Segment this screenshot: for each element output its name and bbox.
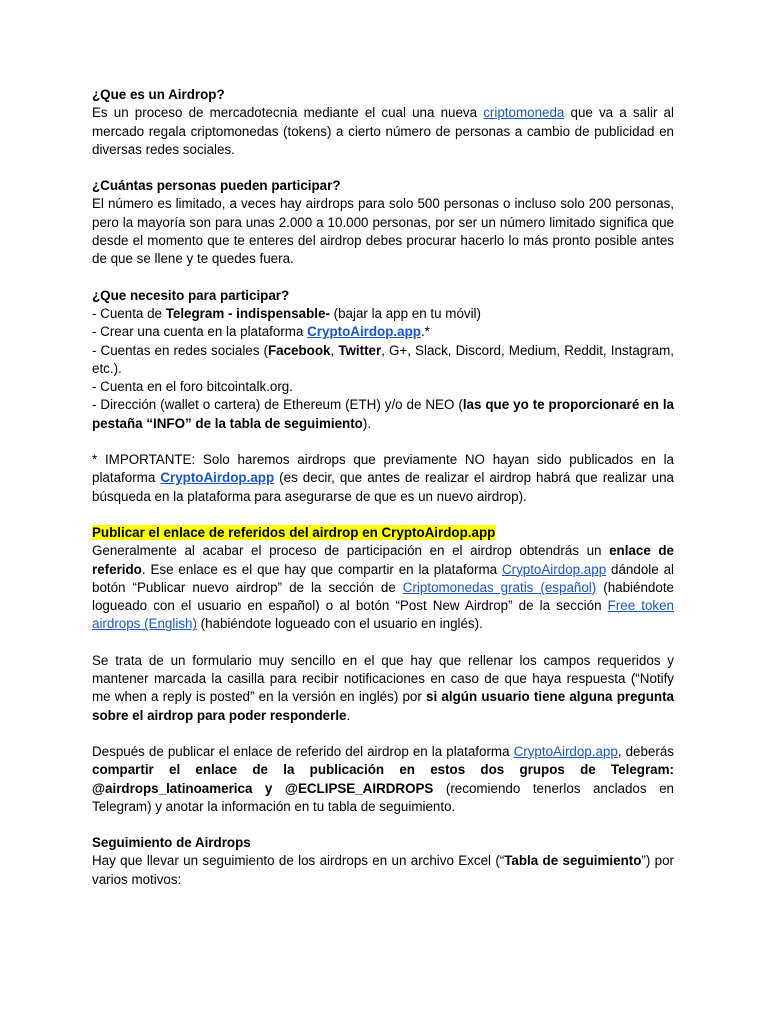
- bold-text: Tabla de seguimiento: [504, 853, 642, 869]
- paragraph-tracking: [92, 852, 674, 889]
- paragraph-publish-referral: [92, 542, 674, 633]
- text: ,: [330, 342, 339, 358]
- section-how-many: [92, 177, 674, 268]
- section-tracking: [92, 834, 674, 889]
- heading-publish-referral: [92, 524, 674, 542]
- link-free-token-airdrops[interactable]: Free token airdrops (English): [92, 598, 674, 632]
- text: (es decir, que antes de realizar el airdrop habrá que realizar una búsqueda en la plataforma para asegurarse de que es un nuevo airdrop).: [92, 470, 674, 504]
- text: , deberás: [617, 743, 674, 759]
- bold-text: compartir el enlace de la publicación en estos dos grupos de Telegram: @airdrops_latinoamerica y @ECLIPSE_AIRDROPS: [92, 762, 674, 796]
- text: - Dirección (wallet o cartera) de Ethereum (ETH) y/o de NEO (: [92, 397, 463, 413]
- text: * IMPORTANTE: Solo haremos airdrops que previamente NO hayan sido publicados en la plataforma: [92, 452, 674, 486]
- text: . Ese enlace es el que hay que compartir en la plataforma: [141, 561, 502, 577]
- heading-requirements: ¿Que necesito para participar?: [92, 287, 290, 303]
- paragraph-share-telegram: [92, 743, 674, 816]
- text: que va a salir al mercado regala criptomonedas (tokens) a cierto número de personas a cambio de publicidad en diversas redes sociales.: [92, 105, 674, 157]
- bold-text: Twitter: [338, 342, 382, 358]
- heading-how-many: ¿Cuántas personas pueden participar?: [92, 178, 341, 194]
- link-cryptoairdop-app[interactable]: CryptoAirdop.app: [307, 324, 421, 340]
- section-share-telegram: [92, 743, 674, 816]
- paragraph-important: [92, 451, 674, 506]
- section-important-note: [92, 451, 674, 506]
- list-item-create-account: [92, 323, 674, 341]
- text: Después de publicar el enlace de referido del airdrop en la plataforma: [92, 743, 514, 759]
- bold-text: las que yo te proporcionaré en la pestaña “INFO” de la tabla de seguimiento: [92, 397, 674, 431]
- text: Se trata de un formulario muy sencillo en el que hay que rellenar los campos requeridos y mantener marcada la casilla para recibir notificaciones en caso de que haya respuesta (“Notify me when a reply is posted” en la versión en inglés) por: [92, 652, 674, 705]
- text: - Cuentas en redes sociales (: [92, 342, 268, 358]
- text: - Crear una cuenta en la plataforma: [92, 324, 308, 340]
- heading-what-is-airdrop: ¿Que es un Airdrop?: [92, 87, 225, 102]
- paragraph-how-many: El número es limitado, a veces hay airdrops para solo 500 personas o incluso solo 200 personas, pero la mayoría son para unas 2.000 a 10.000 personas, por ser un número limitado significa que desde el momento que te enteres del airdrop debes procurar hacerlo lo más pronto posible antes de que se llene y te quedes fuera.: [92, 196, 674, 267]
- list-item-wallet: [92, 396, 674, 433]
- bold-text: enlace de referido: [92, 543, 674, 577]
- text: ”) por varios motivos:: [92, 853, 674, 887]
- text: (recomiendo tenerlos anclados en Telegram) y anotar la información en tu tabla de seguimiento.: [92, 780, 674, 814]
- bold-text: Facebook: [267, 342, 331, 358]
- text: Generalmente al acabar el proceso de participación en el airdrop obtendrás un: [92, 543, 610, 559]
- text: Es un proceso de mercadotecnia mediante el cual una nueva: [92, 105, 484, 121]
- link-cryptoairdop-app[interactable]: CryptoAirdop.app: [160, 470, 275, 486]
- link-cryptoairdop-app[interactable]: CryptoAirdop.app: [501, 561, 607, 577]
- section-what-is-airdrop: [92, 86, 674, 159]
- text: , G+, Slack, Discord, Medium, Reddit, Instagram, etc.).: [92, 342, 674, 376]
- section-publish-referral: [92, 524, 674, 634]
- text: dándole al botón “Publicar nuevo airdrop” de la sección de: [92, 561, 675, 595]
- section-requirements: [92, 287, 674, 433]
- heading-tracking: Seguimiento de Airdrops: [92, 835, 251, 851]
- text: (bajar la app en tu móvil): [329, 305, 481, 321]
- section-form-info: [92, 652, 674, 725]
- text: (habiéndote logueado con el usuario en inglés).: [196, 616, 483, 632]
- text: (habiéndote logueado con el usuario en español) o al botón “Post New Airdrop” de la sección: [92, 579, 674, 614]
- text: .: [346, 707, 351, 723]
- link-criptomoneda[interactable]: criptomoneda: [483, 105, 565, 121]
- highlighted-heading: Publicar el enlace de referidos del airdrop en CryptoAirdop.app: [92, 524, 496, 540]
- bold-text: Telegram - indispensable-: [165, 305, 330, 321]
- list-item-bitcointalk: - Cuenta en el foro bitcointalk.org.: [92, 379, 293, 395]
- list-item-telegram: [92, 305, 674, 323]
- list-item-social-accounts: [92, 342, 674, 379]
- text: .*: [420, 324, 430, 340]
- paragraph-what-is-airdrop: [92, 104, 674, 159]
- link-cryptoairdop-app[interactable]: CryptoAirdop.app: [513, 743, 618, 759]
- bold-text: si algún usuario tiene alguna pregunta sobre el airdrop para poder responderle: [92, 689, 674, 723]
- text: - Cuenta de: [92, 305, 166, 321]
- text: Hay que llevar un seguimiento de los airdrops en un archivo Excel (“: [92, 853, 505, 869]
- link-criptomonedas-gratis[interactable]: Criptomonedas gratis (español): [402, 579, 597, 595]
- paragraph-form-info: [92, 652, 674, 725]
- text: ).: [362, 415, 372, 431]
